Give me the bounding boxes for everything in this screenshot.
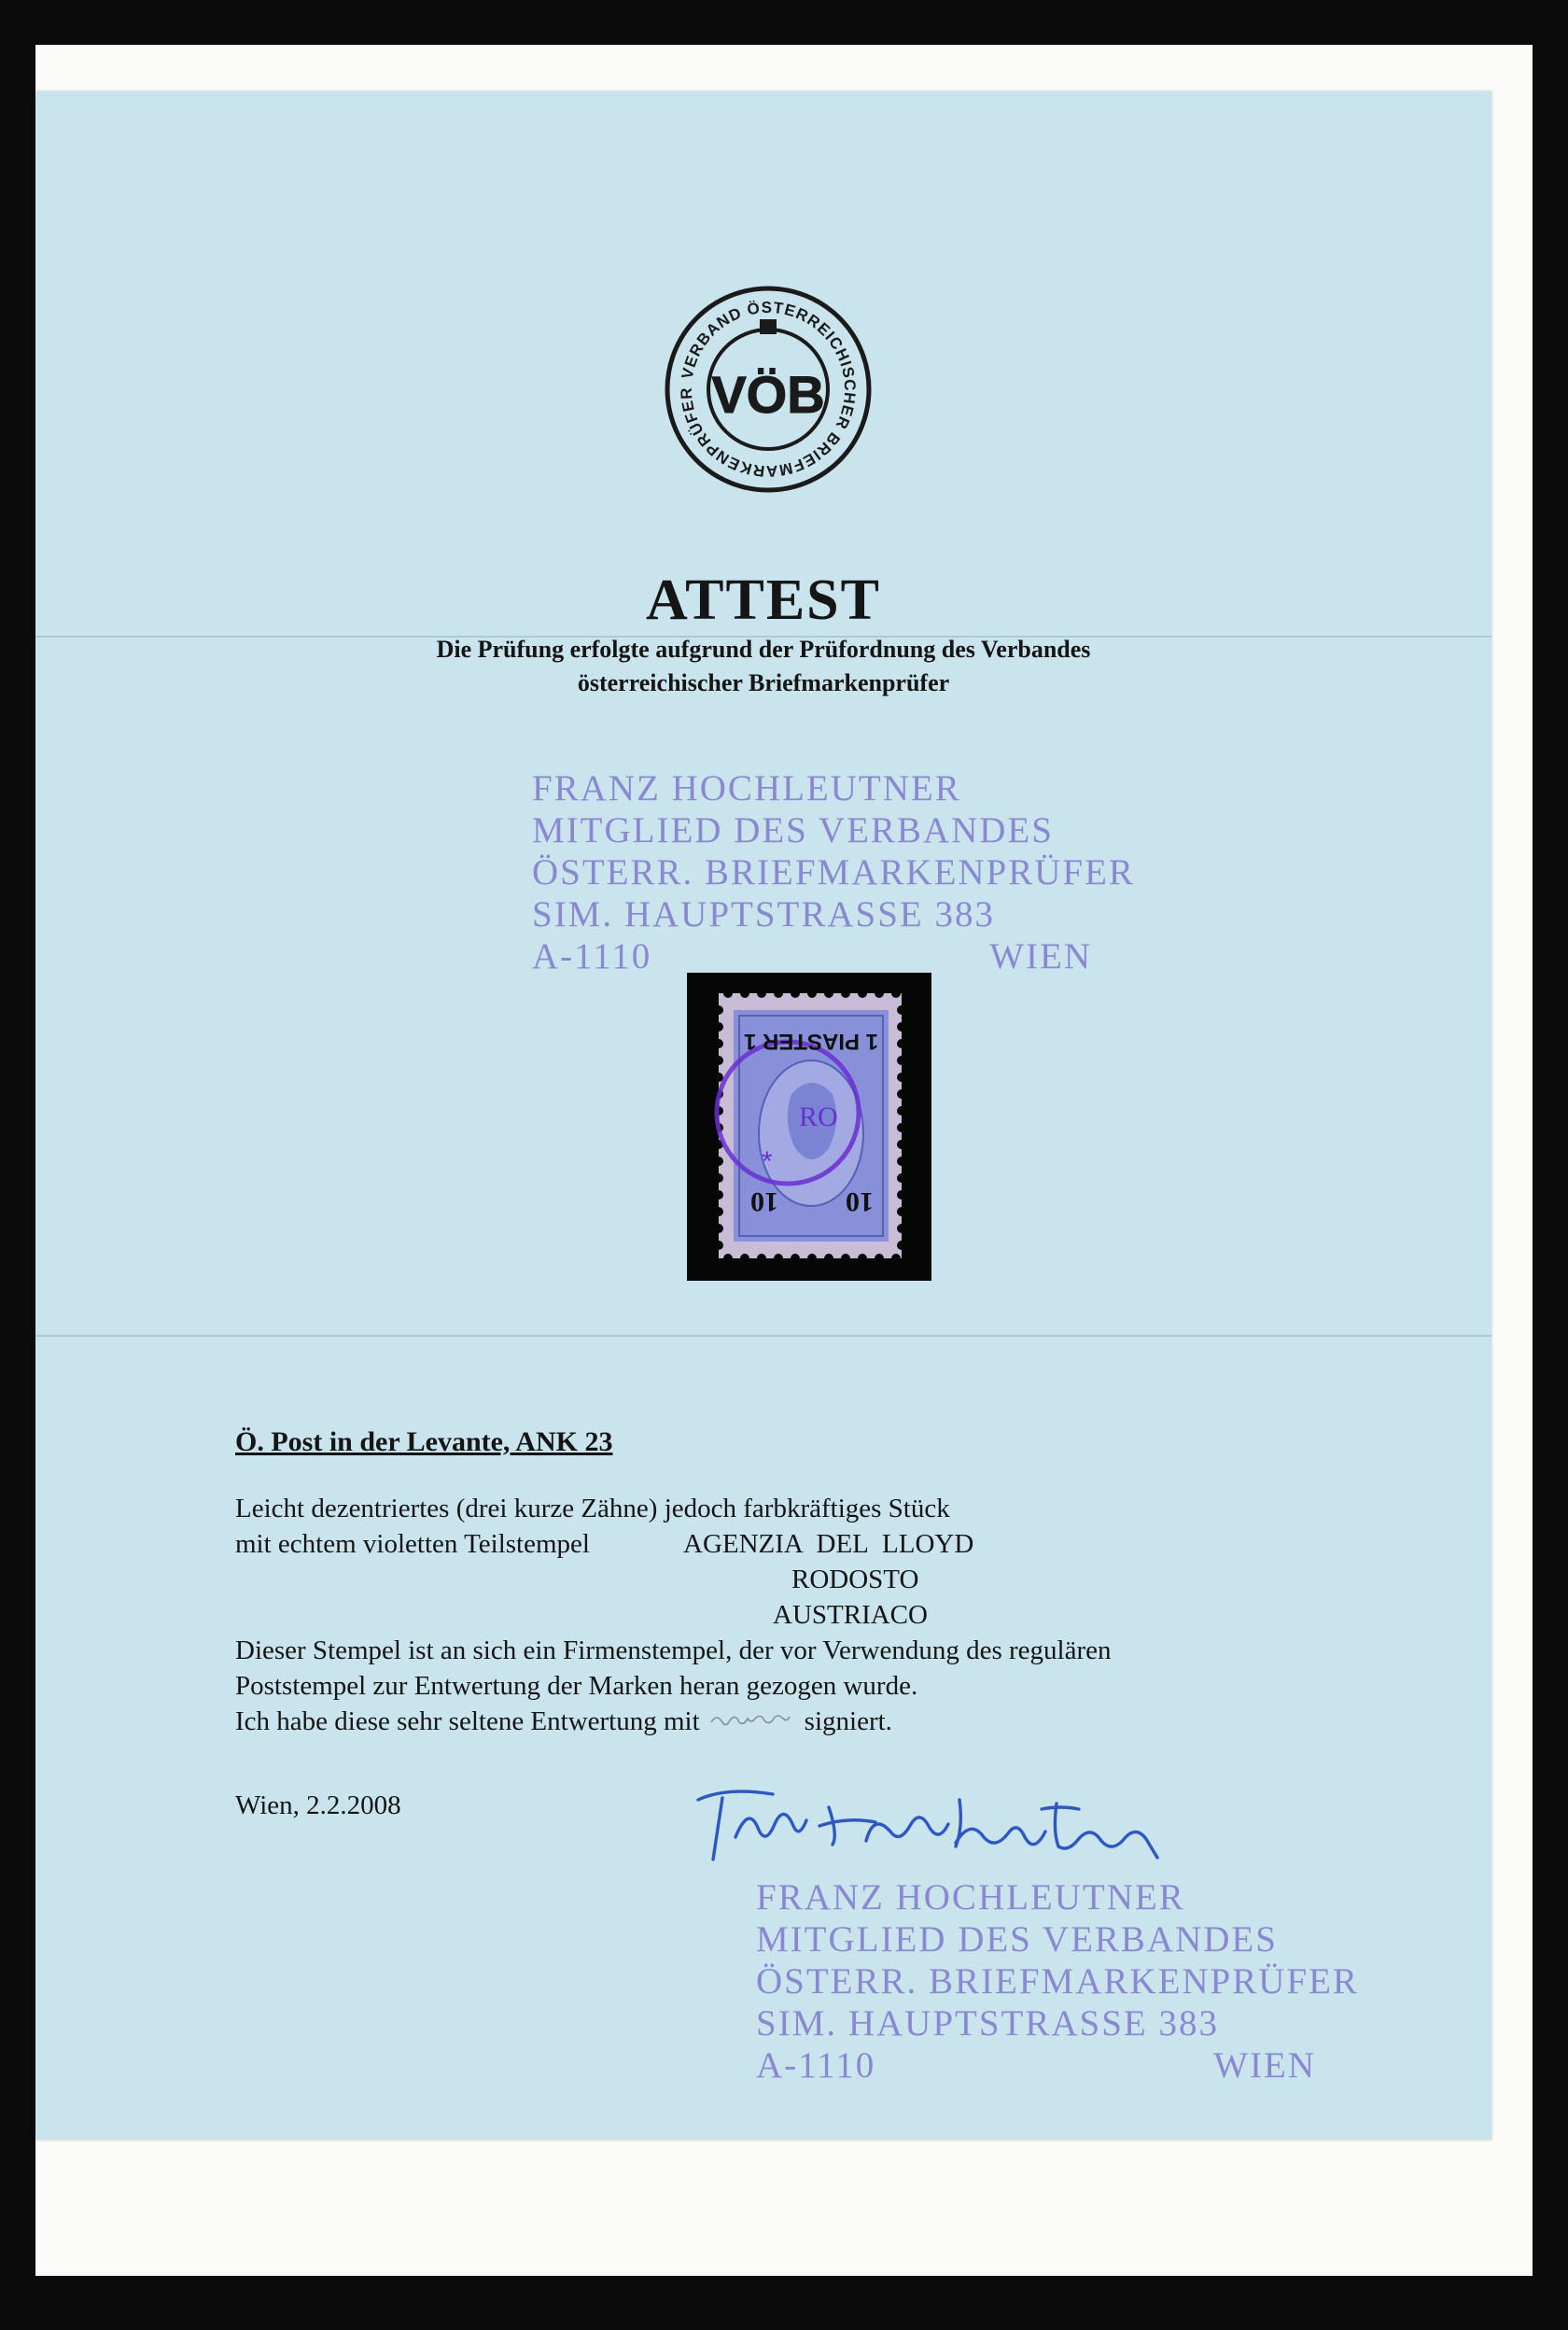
subtitle-line: österreichischer Briefmarkenprüfer (577, 669, 950, 696)
mini-signature-sample (707, 1706, 793, 1740)
description-text: mit echtem violetten Teilstempel (235, 1529, 590, 1559)
stamp-line (756, 2044, 1316, 2086)
certificate-title: ATTEST (645, 568, 882, 632)
description-text: Ich habe diese sehr seltene Entwertung mit (235, 1706, 700, 1736)
stamp-line: SIM. HAUPTSTRASSE 383 (532, 894, 996, 934)
description-line: Poststempel zur Entwertung der Marken heran gezogen wurde. (235, 1671, 918, 1701)
place-date: Wien, 2.2.2008 (235, 1790, 401, 1820)
cancel-name-line: AGENZIA DEL LLOYD (683, 1529, 974, 1559)
stamp-line: MITGLIED DES VERBANDES (756, 1919, 1278, 1959)
postage-stamp-photo (687, 973, 931, 1281)
stamp-postcode: A-1110 (756, 2045, 876, 2085)
stamp-overprint: 1 PIASTER 1 (743, 1029, 879, 1054)
cancel-name-line: AUSTRIACO (773, 1600, 928, 1630)
stamp-heading: Ö. Post in der Levante, ANK 23 (235, 1426, 613, 1457)
seal-ring-text: VERBAND ÖSTERREICHISCHER BRIEFMARKENPRÜFER (677, 298, 860, 481)
fold-line (35, 1335, 1491, 1337)
stamp-value-left: 10 (846, 1186, 874, 1217)
certificate-subtitle (35, 633, 1491, 700)
description-line (235, 1527, 974, 1561)
stamp-postcode: A-1110 (532, 936, 652, 976)
expert-handstamp-bottom (756, 1876, 1359, 2086)
stamp-value-right: 10 (750, 1186, 778, 1217)
certificate-sheet (35, 91, 1491, 2140)
cancel-name-line: RODOSTO (791, 1565, 919, 1594)
cancel-text: RO (799, 1102, 838, 1132)
svg-text:*: * (762, 1146, 773, 1177)
subtitle-line: Die Prüfung erfolgte aufgrund der Prüfordnung des Verbandes (436, 636, 1091, 663)
expert-handstamp-top (532, 767, 1135, 977)
description-line (235, 1705, 892, 1740)
voeb-seal-logo (663, 284, 874, 495)
handwritten-signature (679, 1772, 1202, 1870)
description-line: Dieser Stempel ist an sich ein Firmenstempel, der vor Verwendung des regulären (235, 1635, 1112, 1665)
stamp-line: ÖSTERR. BRIEFMARKENPRÜFER (756, 1961, 1359, 2001)
stamp-line (532, 935, 1092, 977)
stamp-line: SIM. HAUPTSTRASSE 383 (756, 2003, 1220, 2043)
stamp-line: MITGLIED DES VERBANDES (532, 810, 1054, 850)
stamp-line: FRANZ HOCHLEUTNER (532, 768, 961, 808)
seal-center-text: VÖB (711, 365, 825, 424)
stamp-line: FRANZ HOCHLEUTNER (756, 1877, 1185, 1917)
stamp-city: WIEN (1213, 2045, 1316, 2085)
description-line: Leicht dezentriertes (drei kurze Zähne) jedoch farbkräftiges Stück (235, 1494, 950, 1523)
description-text: signiert. (804, 1706, 892, 1736)
stamp-line: ÖSTERR. BRIEFMARKENPRÜFER (532, 852, 1135, 892)
stamp-city: WIEN (989, 936, 1092, 976)
